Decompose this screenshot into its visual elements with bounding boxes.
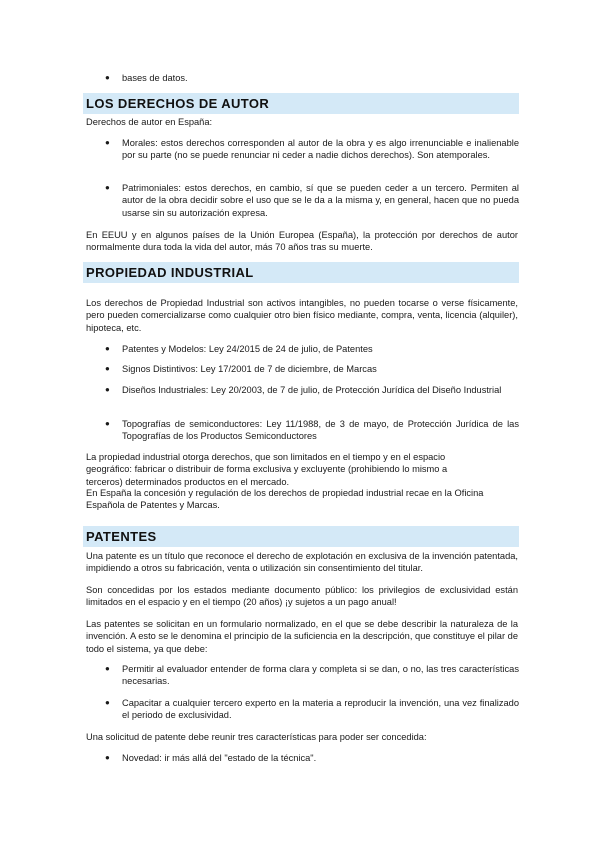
bullet-icon: ● bbox=[105, 385, 110, 394]
paragraph: Una solicitud de patente debe reunir tres características para poder ser concedida: bbox=[86, 732, 427, 742]
paragraph: Una patente es un título que reconoce el derecho de explotación en exclusiva de la invención patentada, impidiendo a otros su fabricación, venta o utilización sin consentimiento del titular. bbox=[86, 551, 518, 574]
paragraph: Son concedidas por los estados mediante documento público: los privilegios de exclusividad están limitados en el espacio y en el tiempo (20 años) ¡y sujetos a un pago anual! bbox=[86, 585, 518, 608]
paragraph: La propiedad industrial otorga derechos, que son limitados en el tiempo y en el espacio geográfico: fabricar o distribuir de forma exclusiva y excluyente (prohibiendo lo mismo a terceros) determinados productos en el mercado. bbox=[86, 452, 448, 487]
section-heading-patentes: PATENTES bbox=[83, 526, 519, 547]
paragraph: Derechos de autor en España: bbox=[86, 117, 213, 127]
bullet-icon: ● bbox=[105, 419, 110, 428]
bullet-icon: ● bbox=[105, 753, 110, 762]
bullet-icon: ● bbox=[105, 183, 110, 192]
bullet-icon: ● bbox=[105, 73, 110, 82]
bullet-icon: ● bbox=[105, 698, 110, 707]
bullet-icon: ● bbox=[105, 138, 110, 147]
bullet-icon: ● bbox=[105, 664, 110, 673]
bullet-icon: ● bbox=[105, 364, 110, 373]
section-heading-propiedad-industrial: PROPIEDAD INDUSTRIAL bbox=[83, 262, 519, 283]
paragraph: En EEUU y en algunos países de la Unión Europea (España), la protección por derechos de autor normalmente dura toda la vida del autor, más 70 años tras su muerte. bbox=[86, 230, 518, 253]
paragraph: En España la concesión y regulación de los derechos de propiedad industrial recae en la Oficina Española de Patentes y Marcas. bbox=[86, 488, 484, 511]
document-page: ● bases de datos. LOS DERECHOS DE AUTOR Derechos de autor en España: ● Morales: estos derechos corresponden al autor de la obra y es algo irrenunciable e inalienable por su parte (no se puede renunciar ni ceder a nadie dichos derechos). Son atemporales. ● Patrimoniales: estos derechos, en cambio, sí que se pueden ceder a un tercero. Permiten al autor de la obra decidir sobre el uso que se le da a la misma y, en general, hacen que no pueda usarse sin su autorización expresa. En EEUU y en algunos países de la Unión Europea (España), la protección por derechos de autor normalmente dura toda la vida del autor, más 70 años tras su muerte. PROPIEDAD INDUSTRIAL Los derechos de Propiedad Industrial son activos intangibles, no pueden tocarse o verse físicamente, pero pueden comercializarse como cualquier otro bien físico mediante, compra, venta, licencia (alquiler), hipoteca, etc. ● Patentes y Modelos: Ley 24/2015 de 24 de julio, de Patentes ● Signos Distintivos: Ley 17/2001 de 7 de diciembre, de Marcas ● Diseños Industriales: Ley 20/2003, de 7 de julio, de Protección Jurídica del Diseño Industrial ● Topografías de semiconductores: Ley 11/1988, de 3 de mayo, de Protección Jurídica de las Topografías de los Productos Semiconductores La propiedad industrial otorga derechos, que son limitados en el tiempo y en el espacio geográfico: fabricar o distribuir de forma exclusiva y excluyente (prohibiendo lo mismo a terceros) determinados productos en el mercado. En España la concesión y regulación de los derechos de propiedad industrial recae en la Oficina Española de Patentes y Marcas. PATENTES Una patente es un título que reconoce el derecho de explotación en exclusiva de la invención patentada, impidiendo a otros su fabricación, venta o utilización sin consentimiento del titular. Son concedidas por los estados mediante documento público: los privilegios de exclusividad están limitados en el espacio y en el tiempo (20 años) ¡y sujetos a un pago anual! Las patentes se solicitan en un formulario normalizado, en el que se debe describir la naturaleza de la invención. A esto se le denomina el principio de la suficiencia en la descripción, que constituye el pilar de todo el sistema, ya que debe: ● Permitir al evaluador entender de forma clara y completa si se dan, o no, las tres características necesarias. ● Capacitar a cualquier tercero experto en la materia a reproducir la invención, una vez finalizado el periodo de exclusividad. Una solicitud de patente debe reunir tres características para poder ser concedida: ● Novedad: ir más allá del "estado de la técnica". bbox=[0, 0, 600, 848]
paragraph: Los derechos de Propiedad Industrial son activos intangibles, no pueden tocarse o verse físicamente, pero pueden comercializarse como cualquier otro bien físico mediante, compra, venta, licencia (alquiler), hipoteca, etc. bbox=[86, 298, 518, 333]
section-heading-derechos-autor: LOS DERECHOS DE AUTOR bbox=[83, 93, 519, 114]
paragraph: Las patentes se solicitan en un formulario normalizado, en el que se debe describir la naturaleza de la invención. A esto se le denomina el principio de la suficiencia en la descripción, que constituye el pilar de todo el sistema, ya que debe: bbox=[86, 619, 518, 654]
bullet-icon: ● bbox=[105, 344, 110, 353]
